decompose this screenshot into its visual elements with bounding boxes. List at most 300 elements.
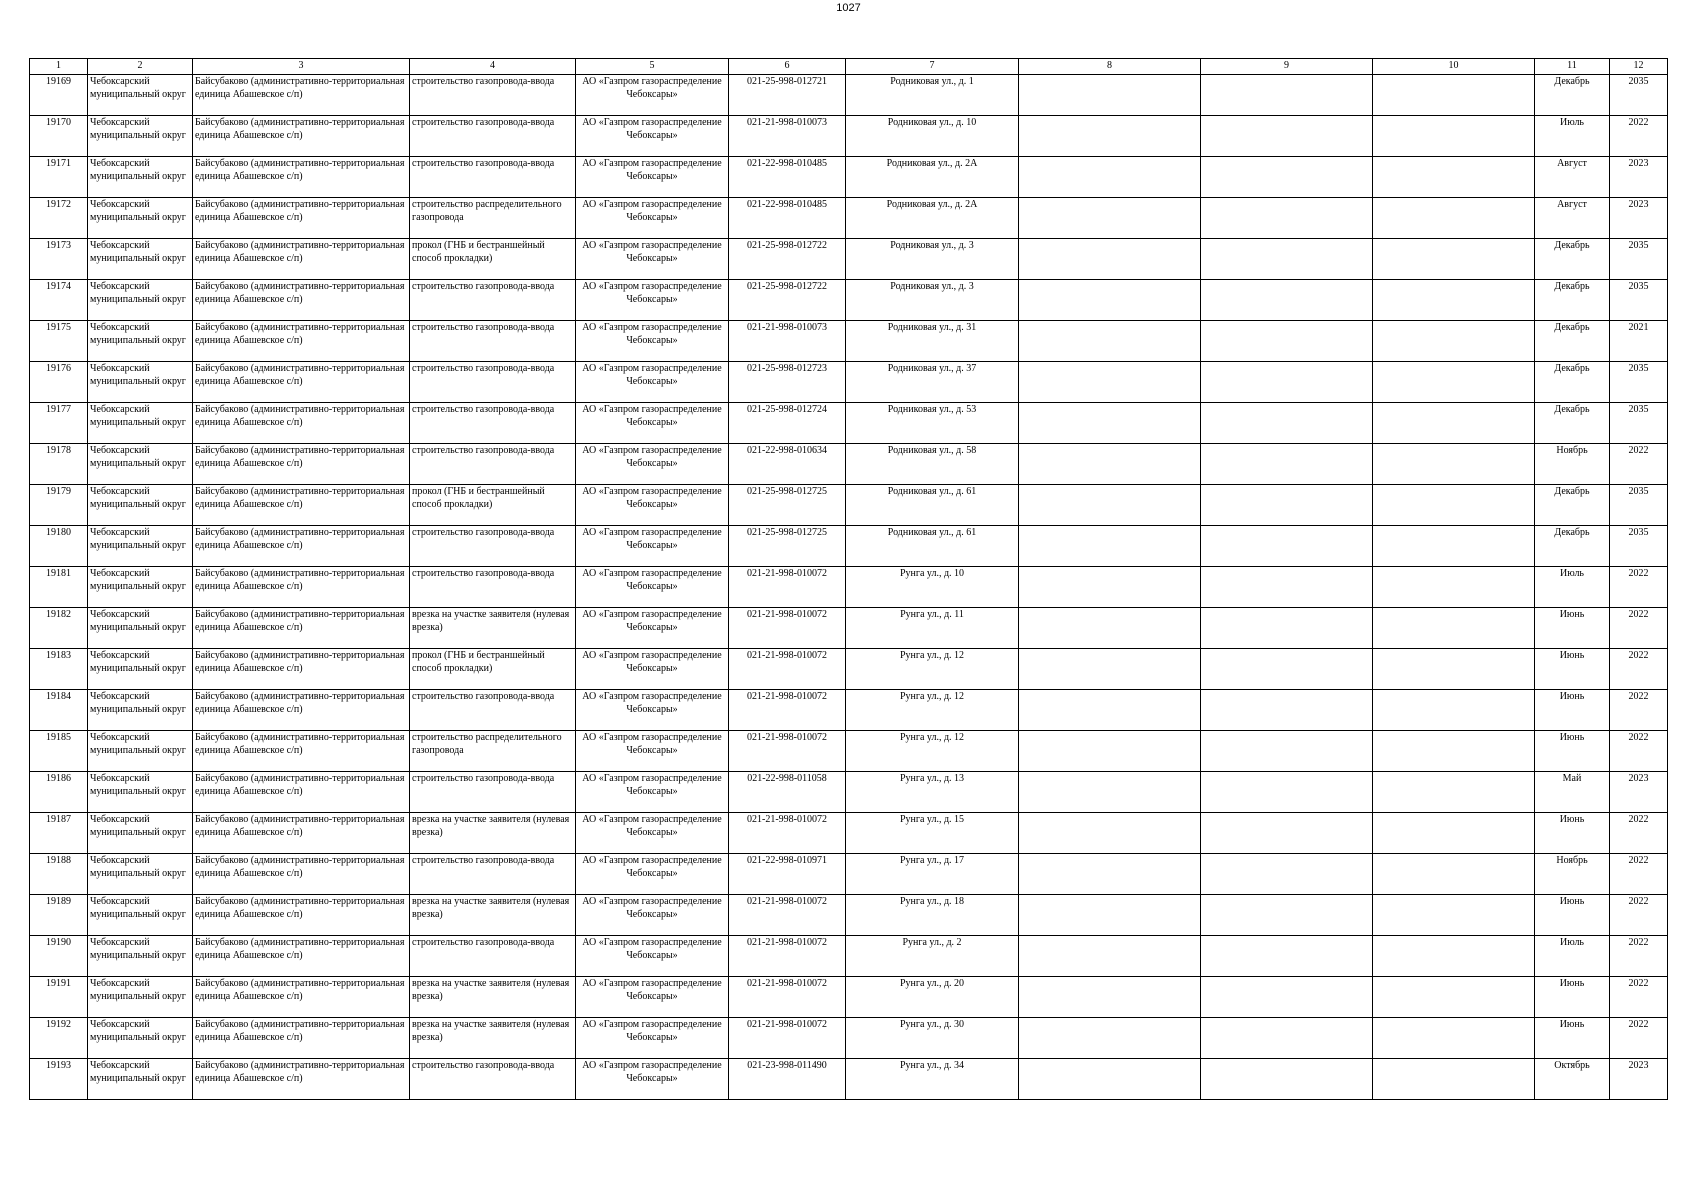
cell-text: 2035 [1628, 240, 1649, 251]
year-cell [1610, 485, 1668, 526]
settlement-cell [193, 403, 410, 444]
cell-text: 2022 [1628, 568, 1649, 579]
year-cell [1610, 239, 1668, 280]
organization-cell [576, 526, 729, 567]
table-row [30, 444, 1668, 485]
month-cell [1535, 731, 1610, 772]
address-cell [846, 321, 1019, 362]
cell-text: 2022 [1628, 609, 1649, 620]
cell-text: АО «Газпром газораспределение Чебоксары» [582, 650, 722, 675]
column-9-cell [1201, 649, 1373, 690]
object-code-cell [729, 813, 846, 854]
month-cell [1535, 608, 1610, 649]
cell-text: 021-25-998-012721 [747, 76, 827, 87]
cell-text: Декабрь [1554, 240, 1590, 251]
work-type-cell [410, 772, 576, 813]
column-10-cell [1373, 690, 1535, 731]
cell-text: АО «Газпром газораспределение Чебоксары» [582, 322, 722, 347]
cell-text: строительство газопровода-ввода [412, 445, 555, 456]
work-type-cell [410, 157, 576, 198]
cell-text: Байсубаково (административно-территориальная единица Абашевское с/п) [195, 363, 405, 388]
column-10-cell [1373, 321, 1535, 362]
row-number-cell [30, 280, 88, 321]
cell-text: 021-21-998-010072 [747, 814, 827, 825]
cell-text [1375, 608, 1532, 648]
organization-cell [576, 403, 729, 444]
cell-text: Ноябрь [1556, 855, 1588, 866]
year-cell [1610, 1018, 1668, 1059]
cell-text: строительство газопровода-ввода [412, 158, 555, 169]
address-cell [846, 485, 1019, 526]
cell-text: 19184 [46, 691, 71, 702]
cell-text: 2022 [1628, 117, 1649, 128]
cell-text: Байсубаково (административно-территориальная единица Абашевское с/п) [195, 281, 405, 306]
cell-text: 19179 [46, 486, 71, 497]
district-cell [88, 198, 193, 239]
settlement-cell [193, 567, 410, 608]
cell-text: 2035 [1628, 527, 1649, 538]
column-10-cell [1373, 444, 1535, 485]
district-cell [88, 1059, 193, 1100]
cell-text: 2022 [1628, 896, 1649, 907]
cell-text: Чебоксарский муниципальный округ [90, 363, 186, 388]
organization-cell [576, 608, 729, 649]
settlement-cell [193, 444, 410, 485]
cell-text [1021, 895, 1198, 935]
month-cell [1535, 403, 1610, 444]
cell-text: 2023 [1628, 158, 1649, 169]
month-cell [1535, 116, 1610, 157]
cell-text: Чебоксарский муниципальный округ [90, 1019, 186, 1044]
settlement-cell [193, 690, 410, 731]
cell-text: строительство газопровода-ввода [412, 1060, 555, 1071]
column-8-cell [1019, 403, 1201, 444]
work-type-cell [410, 1018, 576, 1059]
cell-text: Байсубаково (административно-территориальная единица Абашевское с/п) [195, 732, 405, 757]
month-cell [1535, 772, 1610, 813]
cell-text: АО «Газпром газораспределение Чебоксары» [582, 158, 722, 183]
column-header: 3 [193, 59, 410, 75]
address-cell [846, 854, 1019, 895]
table-row [30, 895, 1668, 936]
month-cell [1535, 485, 1610, 526]
row-number-cell [30, 977, 88, 1018]
column-8-cell [1019, 567, 1201, 608]
cell-text: 2022 [1628, 732, 1649, 743]
cell-text: 021-21-998-010072 [747, 609, 827, 620]
table-row [30, 526, 1668, 567]
cell-text: Июнь [1559, 978, 1585, 989]
column-8-cell [1019, 116, 1201, 157]
month-cell [1535, 977, 1610, 1018]
district-cell [88, 772, 193, 813]
row-number-cell [30, 854, 88, 895]
settlement-cell [193, 936, 410, 977]
work-type-cell [410, 75, 576, 116]
district-cell [88, 157, 193, 198]
organization-cell [576, 239, 729, 280]
work-type-cell [410, 116, 576, 157]
year-cell [1610, 116, 1668, 157]
cell-text [1375, 772, 1532, 812]
cell-text: строительство газопровода-ввода [412, 281, 555, 292]
cell-text: Байсубаково (административно-территориальная единица Абашевское с/п) [195, 896, 405, 921]
cell-text: 19173 [46, 240, 71, 251]
cell-text: Рунга ул., д. 34 [899, 1060, 965, 1071]
cell-text: врезка на участке заявителя (нулевая врезка) [412, 1019, 570, 1044]
settlement-cell [193, 75, 410, 116]
column-10-cell [1373, 280, 1535, 321]
cell-text [1021, 772, 1198, 812]
cell-text [1203, 157, 1370, 197]
cell-text: Рунга ул., д. 10 [899, 568, 965, 579]
cell-text [1375, 75, 1532, 115]
column-9-cell [1201, 526, 1373, 567]
organization-cell [576, 198, 729, 239]
column-9-cell [1201, 362, 1373, 403]
cell-text [1203, 567, 1370, 607]
cell-text: строительство газопровода-ввода [412, 568, 555, 579]
address-cell [846, 1018, 1019, 1059]
settlement-cell [193, 362, 410, 403]
cell-text [1203, 895, 1370, 935]
organization-cell [576, 977, 729, 1018]
cell-text [1375, 116, 1532, 156]
cell-text: строительство газопровода-ввода [412, 527, 555, 538]
cell-text: Чебоксарский муниципальный округ [90, 445, 186, 470]
cell-text: 19175 [46, 322, 71, 333]
cell-text: Июнь [1559, 650, 1585, 661]
cell-text: Чебоксарский муниципальный округ [90, 650, 186, 675]
settlement-cell [193, 854, 410, 895]
cell-text [1021, 731, 1198, 771]
table-row [30, 977, 1668, 1018]
column-header: 10 [1373, 59, 1535, 75]
address-cell [846, 567, 1019, 608]
cell-text [1375, 239, 1532, 279]
cell-text: Май [1562, 773, 1582, 784]
work-type-cell [410, 895, 576, 936]
cell-text: Родниковая ул., д. 61 [887, 527, 977, 538]
cell-text: Родниковая ул., д. 53 [887, 404, 977, 415]
cell-text: 19174 [46, 281, 71, 292]
cell-text: 021-25-998-012724 [747, 404, 827, 415]
column-header: 5 [576, 59, 729, 75]
cell-text: Рунга ул., д. 12 [899, 732, 965, 743]
cell-text: Родниковая ул., д. 10 [887, 117, 977, 128]
cell-text: АО «Газпром газораспределение Чебоксары» [582, 732, 722, 757]
district-cell [88, 403, 193, 444]
object-code-cell [729, 649, 846, 690]
cell-text: Чебоксарский муниципальный округ [90, 773, 186, 798]
settlement-cell [193, 280, 410, 321]
cell-text: АО «Газпром газораспределение Чебоксары» [582, 527, 722, 552]
settlement-cell [193, 608, 410, 649]
year-cell [1610, 649, 1668, 690]
settlement-cell [193, 239, 410, 280]
work-type-cell [410, 403, 576, 444]
year-cell [1610, 895, 1668, 936]
table-row [30, 772, 1668, 813]
row-number-cell [30, 608, 88, 649]
column-8-cell [1019, 280, 1201, 321]
cell-text: Июль [1560, 568, 1584, 579]
cell-text: врезка на участке заявителя (нулевая врезка) [412, 896, 570, 921]
cell-text: 2035 [1628, 404, 1649, 415]
cell-text [1375, 526, 1532, 566]
address-cell [846, 75, 1019, 116]
cell-text: АО «Газпром газораспределение Чебоксары» [582, 568, 722, 593]
district-cell [88, 1018, 193, 1059]
row-number-cell [30, 75, 88, 116]
cell-text [1021, 444, 1198, 484]
organization-cell [576, 690, 729, 731]
cell-text: Чебоксарский муниципальный округ [90, 322, 186, 347]
district-cell [88, 116, 193, 157]
address-cell [846, 157, 1019, 198]
cell-text [1203, 485, 1370, 525]
cell-text: Август [1557, 199, 1587, 210]
cell-text: 19183 [46, 650, 71, 661]
object-code-cell [729, 239, 846, 280]
row-number-cell [30, 1018, 88, 1059]
cell-text [1375, 1059, 1532, 1099]
month-cell [1535, 567, 1610, 608]
year-cell [1610, 813, 1668, 854]
row-number-cell [30, 157, 88, 198]
column-header: 4 [410, 59, 576, 75]
cell-text [1203, 362, 1370, 402]
column-10-cell [1373, 116, 1535, 157]
cell-text: 021-21-998-010072 [747, 568, 827, 579]
cell-text: строительство газопровода-ввода [412, 363, 555, 374]
cell-text: Байсубаково (административно-территориальная единица Абашевское с/п) [195, 158, 405, 183]
cell-text: АО «Газпром газораспределение Чебоксары» [582, 1019, 722, 1044]
cell-text: 021-21-998-010072 [747, 937, 827, 948]
row-number-cell [30, 321, 88, 362]
cell-text [1021, 567, 1198, 607]
cell-text [1021, 157, 1198, 197]
address-cell [846, 116, 1019, 157]
cell-text [1021, 362, 1198, 402]
cell-text: Байсубаково (административно-территориальная единица Абашевское с/п) [195, 691, 405, 716]
cell-text: Чебоксарский муниципальный округ [90, 609, 186, 634]
cell-text: 2021 [1628, 322, 1649, 333]
column-10-cell [1373, 403, 1535, 444]
cell-text: Июнь [1559, 732, 1585, 743]
column-8-cell [1019, 157, 1201, 198]
cell-text [1021, 526, 1198, 566]
column-9-cell [1201, 280, 1373, 321]
cell-text: 19181 [46, 568, 71, 579]
column-8-cell [1019, 690, 1201, 731]
cell-text [1021, 198, 1198, 238]
month-cell [1535, 157, 1610, 198]
organization-cell [576, 157, 729, 198]
column-header: 2 [88, 59, 193, 75]
cell-text: 021-25-998-012722 [747, 281, 827, 292]
cell-text [1021, 280, 1198, 320]
object-code-cell [729, 321, 846, 362]
district-cell [88, 690, 193, 731]
district-cell [88, 280, 193, 321]
cell-text: 021-21-998-010072 [747, 978, 827, 989]
organization-cell [576, 1018, 729, 1059]
organization-cell [576, 649, 729, 690]
column-10-cell [1373, 936, 1535, 977]
object-code-cell [729, 157, 846, 198]
cell-text: Байсубаково (административно-территориальная единица Абашевское с/п) [195, 404, 405, 429]
column-9-cell [1201, 485, 1373, 526]
cell-text: Чебоксарский муниципальный округ [90, 896, 186, 921]
district-cell [88, 321, 193, 362]
column-9-cell [1201, 567, 1373, 608]
row-number-cell [30, 485, 88, 526]
cell-text: Чебоксарский муниципальный округ [90, 199, 186, 224]
cell-text: 19192 [46, 1019, 71, 1030]
table-row [30, 485, 1668, 526]
cell-text: 021-21-998-010072 [747, 650, 827, 661]
column-10-cell [1373, 198, 1535, 239]
month-cell [1535, 239, 1610, 280]
settlement-cell [193, 157, 410, 198]
month-cell [1535, 198, 1610, 239]
year-cell [1610, 772, 1668, 813]
district-cell [88, 895, 193, 936]
table-row [30, 321, 1668, 362]
cell-text: 021-21-998-010072 [747, 691, 827, 702]
address-cell [846, 608, 1019, 649]
column-10-cell [1373, 485, 1535, 526]
cell-text: прокол (ГНБ и бестраншейный способ прокладки) [412, 650, 545, 675]
column-9-cell [1201, 772, 1373, 813]
cell-text: Родниковая ул., д. 37 [887, 363, 977, 374]
cell-text: 19191 [46, 978, 71, 989]
cell-text: Декабрь [1554, 281, 1590, 292]
column-9-cell [1201, 321, 1373, 362]
address-cell [846, 444, 1019, 485]
row-number-cell [30, 772, 88, 813]
cell-text: строительство газопровода-ввода [412, 76, 555, 87]
cell-text: АО «Газпром газораспределение Чебоксары» [582, 814, 722, 839]
cell-text: строительство газопровода-ввода [412, 117, 555, 128]
organization-cell [576, 731, 729, 772]
column-9-cell [1201, 198, 1373, 239]
cell-text [1021, 1059, 1198, 1099]
cell-text: АО «Газпром газораспределение Чебоксары» [582, 486, 722, 511]
cell-text: АО «Газпром газораспределение Чебоксары» [582, 363, 722, 388]
cell-text: Ноябрь [1556, 445, 1588, 456]
work-type-cell [410, 239, 576, 280]
organization-cell [576, 280, 729, 321]
cell-text: Декабрь [1554, 363, 1590, 374]
month-cell [1535, 1059, 1610, 1100]
organization-cell [576, 75, 729, 116]
column-header: 8 [1019, 59, 1201, 75]
district-cell [88, 362, 193, 403]
cell-text [1021, 977, 1198, 1017]
month-cell [1535, 1018, 1610, 1059]
cell-text [1203, 198, 1370, 238]
table-row [30, 116, 1668, 157]
cell-text: 021-21-998-010072 [747, 732, 827, 743]
year-cell [1610, 608, 1668, 649]
cell-text: Рунга ул., д. 13 [899, 773, 965, 784]
object-code-cell [729, 485, 846, 526]
cell-text: 021-21-998-010073 [747, 322, 827, 333]
cell-text: врезка на участке заявителя (нулевая врезка) [412, 978, 570, 1003]
cell-text: Байсубаково (административно-территориальная единица Абашевское с/п) [195, 609, 405, 634]
cell-text [1203, 321, 1370, 361]
cell-text: Родниковая ул., д. 3 [890, 240, 974, 251]
cell-text: 2022 [1628, 691, 1649, 702]
cell-text: Рунга ул., д. 20 [899, 978, 965, 989]
cell-text [1203, 1059, 1370, 1099]
month-cell [1535, 526, 1610, 567]
cell-text: 2035 [1628, 76, 1649, 87]
cell-text: Родниковая ул., д. 3 [890, 281, 974, 292]
cell-text [1375, 731, 1532, 771]
column-9-cell [1201, 895, 1373, 936]
column-header: 11 [1535, 59, 1610, 75]
cell-text: АО «Газпром газораспределение Чебоксары» [582, 281, 722, 306]
column-9-cell [1201, 977, 1373, 1018]
column-8-cell [1019, 75, 1201, 116]
object-code-cell [729, 854, 846, 895]
table-body [30, 75, 1668, 1100]
cell-text: Байсубаково (административно-территориальная единица Абашевское с/п) [195, 937, 405, 962]
column-8-cell [1019, 198, 1201, 239]
cell-text [1021, 116, 1198, 156]
cell-text [1021, 321, 1198, 361]
cell-text [1375, 690, 1532, 730]
cell-text: врезка на участке заявителя (нулевая врезка) [412, 814, 570, 839]
row-number-cell [30, 649, 88, 690]
settlement-cell [193, 977, 410, 1018]
table-row [30, 239, 1668, 280]
column-9-cell [1201, 690, 1373, 731]
address-cell [846, 198, 1019, 239]
cell-text: АО «Газпром газораспределение Чебоксары» [582, 896, 722, 921]
organization-cell [576, 854, 729, 895]
column-8-cell [1019, 239, 1201, 280]
cell-text: Рунга ул., д. 2 [902, 937, 962, 948]
cell-text [1021, 75, 1198, 115]
cell-text: Чебоксарский муниципальный округ [90, 527, 186, 552]
cell-text: АО «Газпром газораспределение Чебоксары» [582, 117, 722, 142]
cell-text [1203, 239, 1370, 279]
settlement-cell [193, 731, 410, 772]
table-row [30, 854, 1668, 895]
year-cell [1610, 1059, 1668, 1100]
cell-text [1203, 649, 1370, 689]
cell-text [1375, 567, 1532, 607]
column-10-cell [1373, 1018, 1535, 1059]
cell-text [1203, 1018, 1370, 1058]
address-cell [846, 690, 1019, 731]
settlement-cell [193, 1059, 410, 1100]
cell-text [1375, 485, 1532, 525]
cell-text [1375, 403, 1532, 443]
cell-text: Чебоксарский муниципальный округ [90, 486, 186, 511]
cell-text [1375, 1018, 1532, 1058]
work-type-cell [410, 485, 576, 526]
work-type-cell [410, 977, 576, 1018]
object-code-cell [729, 1018, 846, 1059]
cell-text: 19185 [46, 732, 71, 743]
work-type-cell [410, 280, 576, 321]
cell-text [1203, 444, 1370, 484]
